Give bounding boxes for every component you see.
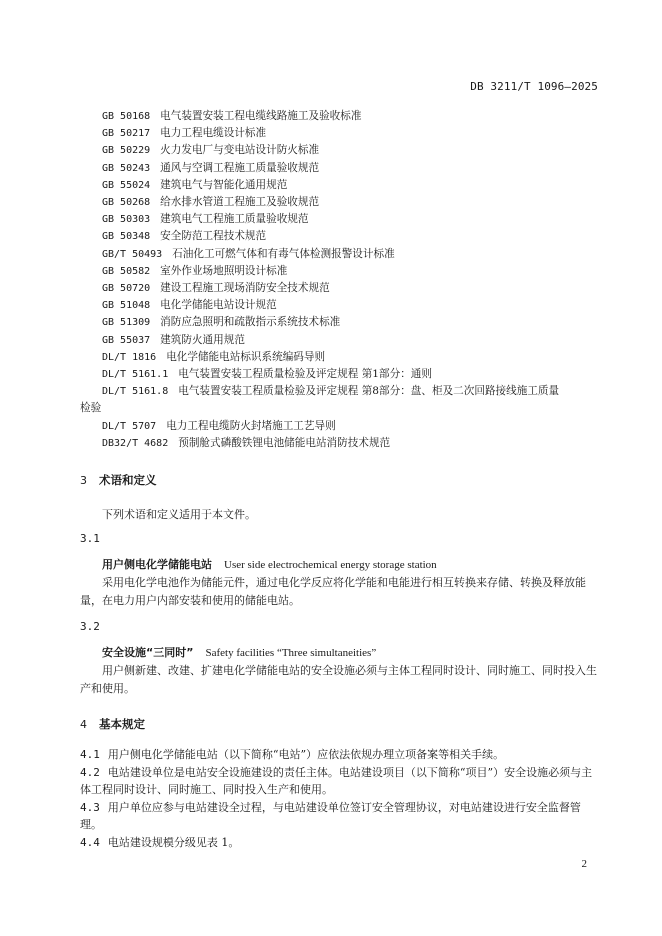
term-chinese: 安全设施“三同时” — [102, 646, 194, 659]
reference-code: GB 50268 — [102, 197, 151, 209]
reference-code: DL/T 1816 — [102, 351, 157, 363]
normative-references-list — [80, 108, 600, 452]
reference-title: 室外作业场地照明设计标准 — [160, 264, 288, 277]
clause-number: 4.1 — [80, 748, 100, 761]
reference-item — [80, 228, 600, 245]
paragraph: 下列术语和定义适用于本文件。 — [102, 508, 256, 521]
reference-code: GB 50243 — [102, 162, 151, 174]
reference-item — [80, 211, 600, 228]
reference-title: 预制舱式磷酸铁锂电池储能电站消防技术规范 — [178, 436, 391, 449]
section-3-intro — [80, 506, 600, 524]
reference-code: DL/T 5161.8 — [102, 386, 169, 398]
reference-item — [80, 332, 600, 349]
reference-item — [80, 160, 600, 177]
reference-code: GB/T 50493 — [102, 248, 163, 260]
reference-title: 电气装置安装工程质量检验及评定规程 第1部分：通则 — [178, 368, 432, 381]
reference-title: 建筑电气工程施工质量验收规范 — [160, 213, 309, 226]
reference-title: 火力发电厂与变电站设计防火标准 — [160, 144, 320, 157]
clause-text: 电站建设规模分级见表 1。 — [107, 835, 240, 849]
reference-item — [80, 280, 600, 297]
reference-title: 电气装置安装工程质量检验及评定规程 第8部分：盘、柜及二次回路接线施工质量 — [178, 385, 560, 398]
reference-title: 电力工程电缆防火封堵施工工艺导则 — [166, 419, 336, 432]
clause-text: 用户单位应参与电站建设全过程，与电站建设单位签订安全管理协议，对电站建设进行安全监督管理。 — [80, 800, 581, 831]
term-number: 3.1 — [80, 532, 100, 545]
reference-code: GB 50582 — [102, 265, 151, 277]
reference-title: 电化学储能电站设计规范 — [160, 299, 277, 312]
clause-item — [80, 764, 600, 799]
reference-title: 电力工程电缆设计标准 — [160, 127, 267, 140]
reference-code: GB 51048 — [102, 300, 151, 312]
standard-code-header: DB 3211/T 1096—2025 — [470, 80, 598, 93]
term-definition: 用户侧新建、改建、扩建电化学储能电站的安全设施必须与主体工程同时设计、同时施工、同时投入生产和使用。 — [80, 664, 597, 695]
reference-title: 消防应急照明和疏散指示系统技术标准 — [160, 316, 341, 329]
page-number: 2 — [581, 858, 587, 870]
reference-item — [80, 177, 600, 194]
reference-code: GB 51309 — [102, 317, 151, 329]
reference-code: DB32/T 4682 — [102, 437, 169, 449]
reference-title: 石油化工可燃气体和有毒气体检测报警设计标准 — [172, 247, 395, 260]
section-4-items — [80, 746, 600, 851]
term-definition: 采用电化学电池作为储能元件，通过电化学反应将化学能和电能进行相互转换来存储、转换及释放能量，在电力用户内部安装和使用的储能电站。 — [80, 576, 586, 607]
clause-item — [80, 799, 600, 834]
reference-title: 给水排水管道工程施工及验收规范 — [160, 196, 320, 209]
section-3-heading — [80, 472, 600, 488]
reference-code: GB 50168 — [102, 111, 151, 122]
reference-item — [80, 246, 600, 263]
reference-item — [80, 142, 600, 159]
reference-item — [80, 108, 600, 125]
reference-code: GB 50229 — [102, 145, 151, 157]
reference-title-continuation: 检验 — [80, 402, 102, 415]
reference-code: GB 50720 — [102, 283, 151, 295]
reference-code: DL/T 5161.1 — [102, 369, 169, 381]
section-title: 术语和定义 — [99, 473, 157, 487]
reference-item — [80, 418, 600, 435]
reference-code: DL/T 5707 — [102, 420, 157, 432]
term-number: 3.2 — [80, 620, 100, 633]
section-title: 基本规定 — [99, 717, 145, 731]
reference-item — [80, 366, 600, 383]
clause-item — [80, 834, 600, 852]
section-number: 3 — [80, 474, 87, 487]
reference-code: GB 50348 — [102, 231, 151, 243]
term-english: User side electrochemical energy storage station — [224, 559, 437, 571]
reference-code: GB 55037 — [102, 334, 151, 346]
section-number: 4 — [80, 718, 87, 731]
term-chinese: 用户侧电化学储能电站 — [102, 558, 212, 571]
reference-item — [80, 349, 600, 366]
reference-code: GB 55024 — [102, 179, 151, 191]
reference-item — [80, 383, 600, 417]
reference-title: 电气装置安装工程电缆线路施工及验收标准 — [160, 110, 362, 122]
reference-item — [80, 194, 600, 211]
clause-item — [80, 746, 600, 764]
reference-title: 电化学储能电站标识系统编码导则 — [166, 350, 326, 363]
clause-text: 电站建设单位是电站安全设施建设的责任主体。电站建设项目（以下简称“项目”）安全设施必须与主体工程同时设计、同时施工、同时投入生产和使用。 — [80, 765, 593, 796]
clause-number: 4.4 — [80, 835, 100, 849]
reference-title: 建筑防火通用规范 — [160, 333, 245, 346]
reference-title: 建设工程施工现场消防安全技术规范 — [160, 282, 330, 295]
reference-item — [80, 263, 600, 280]
section-4-heading — [80, 716, 600, 732]
reference-title: 通风与空调工程施工质量验收规范 — [160, 161, 320, 174]
reference-title: 建筑电气与智能化通用规范 — [160, 178, 288, 191]
clause-number: 4.3 — [80, 800, 100, 814]
reference-item — [80, 297, 600, 314]
term-3-1 — [80, 532, 600, 610]
reference-code: GB 50303 — [102, 214, 151, 226]
term-3-2 — [80, 620, 600, 698]
reference-title: 安全防范工程技术规范 — [160, 230, 267, 243]
reference-item — [80, 125, 600, 142]
clause-number: 4.2 — [80, 765, 100, 779]
term-english: Safety facilities “Three simultaneities” — [205, 647, 377, 659]
reference-item — [80, 435, 600, 452]
reference-code: GB 50217 — [102, 128, 151, 140]
clause-text: 用户侧电化学储能电站（以下简称“电站”）应依法依规办理立项备案等相关手续。 — [107, 748, 505, 761]
reference-item — [80, 314, 600, 331]
